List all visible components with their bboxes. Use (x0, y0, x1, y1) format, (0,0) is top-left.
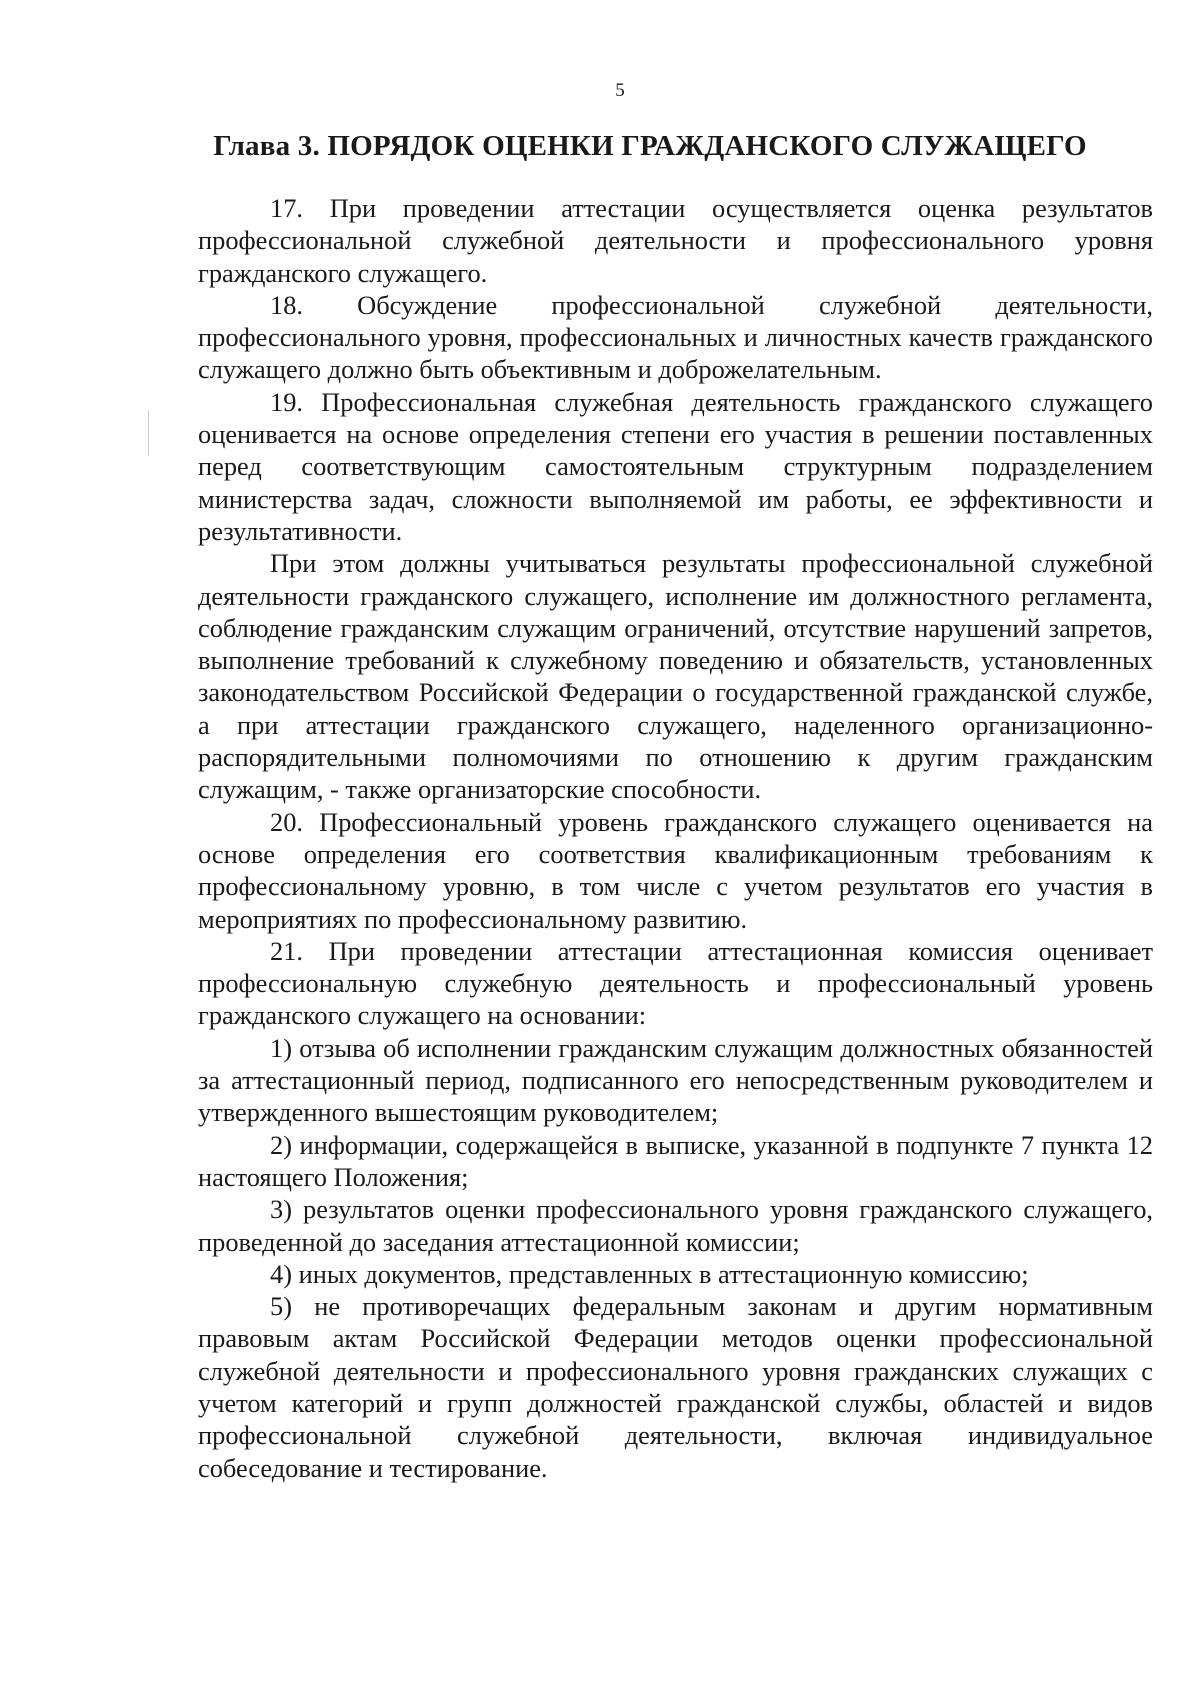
list-item-5: 5) не противоречащих федеральным законам и другим нормативным правовым актам Российской Федерации методов оценки профессиональной служебной деятельности и профессионального уровня гражданских служащих с учетом категорий и групп должностей гражданской службы, областей и видов профессиональной служебной деятельности, включая индивидуальное собеседование и тестирование. (198, 1291, 1153, 1483)
paragraph-17: 17. При проведении аттестации осуществляется оценка результатов профессиональной служебной деятельности и профессионального уровня гражданского служащего. (198, 193, 1153, 288)
paragraph-19-continued: При этом должны учитываться результаты профессиональной служебной деятельности гражданского служащего, исполнение им должностного регламента, соблюдение гражданским служащим ограничений, отсутствие нарушений запретов, выполнение требований к служебному поведению и обязательств, установленных законодательством Российской Федерации о государственной гражданской службе, а при аттестации гражданского служащего, наделенного организационно-распорядительными полномочиями по отношению к другим гражданским служащим, - также организаторские способности. (198, 548, 1153, 805)
list-item-3: 3) результатов оценки профессионального уровня гражданского служащего, проведенной до заседания аттестационной комиссии; (198, 1194, 1153, 1257)
document-body (198, 192, 1153, 1484)
list-item-4: 4) иных документов, представленных в аттестационную комиссию; (270, 1258, 1029, 1289)
paragraph-18: 18. Обсуждение профессиональной служебной деятельности, профессионального уровня, профессиональных и личностных качеств гражданского служащего должно быть объективным и доброжелательным. (198, 289, 1153, 385)
paragraph-19: 19. Профессиональная служебная деятельность гражданского служащего оценивается на основе определения степени его участия в решении поставленных перед соответствующим самостоятельным структурным подразделением министерства задач, сложности выполняемой им работы, ее эффективности и результативности. (198, 386, 1153, 546)
page-number: 5 (615, 80, 625, 101)
paragraph-20: 20. Профессиональный уровень гражданского служащего оценивается на основе определения его соответствия квалификационным требованиям к профессиональному уровню, в том числе с учетом результатов его участия в мероприятиях по профессиональному развитию. (198, 806, 1153, 934)
margin-mark (148, 410, 149, 456)
chapter-title: Глава 3. ПОРЯДОК ОЦЕНКИ ГРАЖДАНСКОГО СЛУЖАЩЕГО (213, 130, 1087, 162)
paragraph-21: 21. При проведении аттестации аттестационная комиссия оценивает профессиональную служебную деятельность и профессиональный уровень гражданского служащего на основании: (198, 935, 1153, 1031)
list-item-2: 2) информации, содержащейся в выписке, указанной в подпункте 7 пункта 12 настоящего Положения; (198, 1129, 1153, 1192)
list-item-1: 1) отзыва об исполнении гражданским служащим должностных обязанностей за аттестационный период, подписанного его непосредственным руководителем и утвержденного вышестоящим руководителем; (198, 1032, 1153, 1128)
